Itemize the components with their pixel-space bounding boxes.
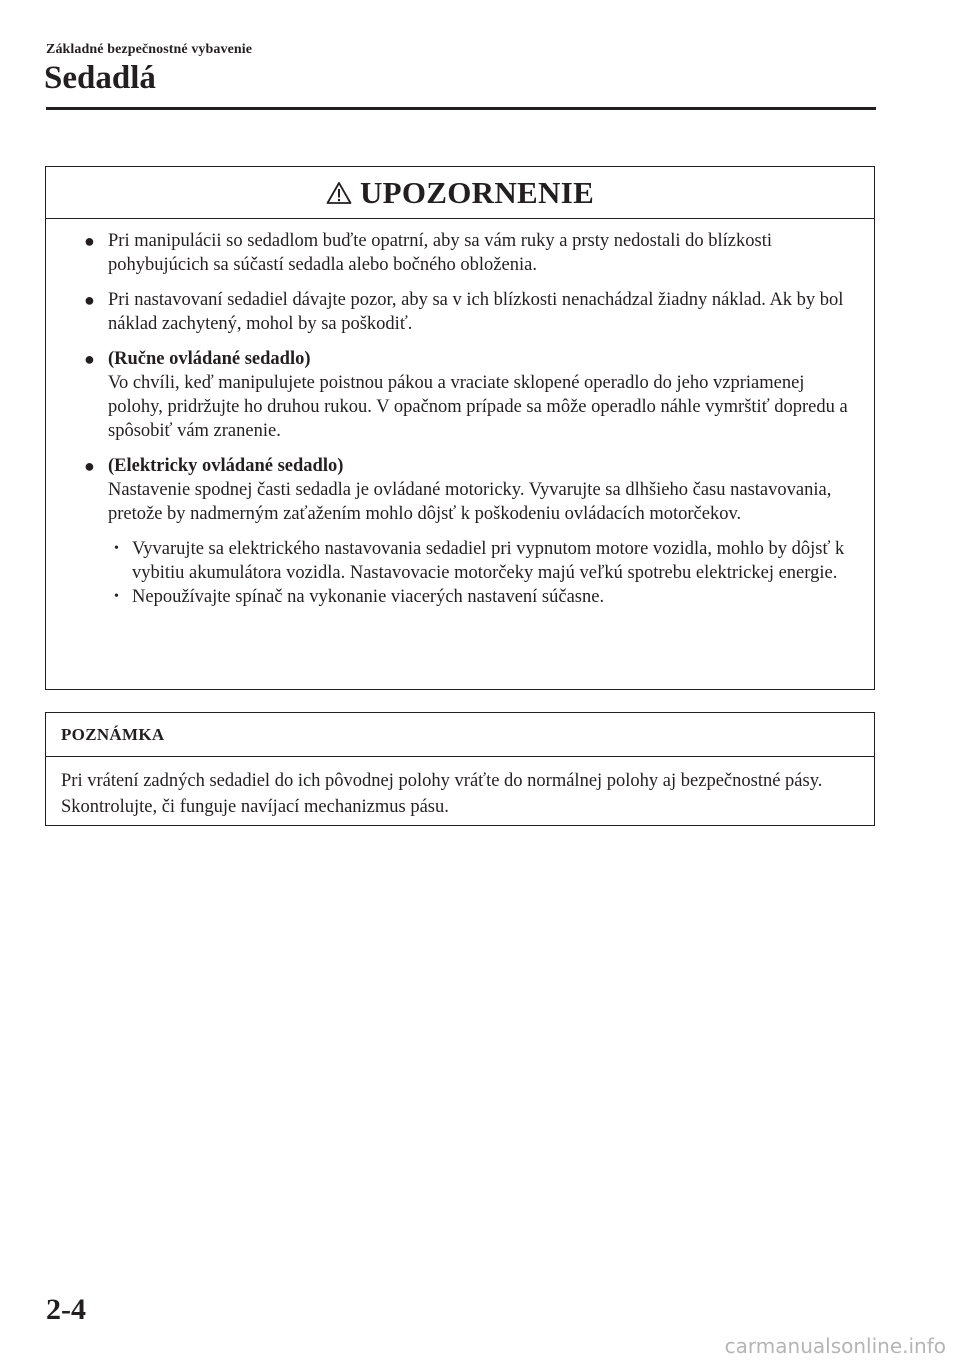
caution-subitem-text: Nepoužívajte spínač na vykonanie viacerých nastavení súčasne. [132, 587, 605, 607]
caution-item-heading: (Ručne ovládané sedadlo) [108, 349, 311, 369]
caution-item-heading: (Elektricky ovládané sedadlo) [108, 456, 344, 476]
note-box [45, 712, 875, 826]
caution-subitem-text: Vyvarujte sa elektrického nastavovania sedadiel pri vypnutom motore vozidla, mohlo by dôjsť k vybitiu akumulátora vozidla. Nastavovacie motorčeky majú veľkú spotrebu elektrickej energie. [132, 539, 845, 583]
caution-subitem [108, 537, 854, 585]
warning-triangle-icon [326, 181, 352, 205]
caution-subitems [84, 537, 854, 609]
sub-bullet-icon: • [114, 589, 119, 604]
caution-item-text: Pri manipulácii so sedadlom buďte opatrní, aby sa vám ruky a prsty nedostali do blízkosti pohybujúcich sa súčastí sedadla alebo bočného obloženia. [108, 231, 772, 275]
watermark: carmanualsonline.info [724, 1334, 946, 1358]
caution-title: UPOZORNENIE [359, 174, 595, 210]
caution-item [84, 454, 854, 526]
caution-item-text: Pri nastavovaní sedadiel dávajte pozor, aby sa v ich blízkosti nenachádzal žiadny náklad. Ak by bol náklad zachytený, mohol by sa poškodiť. [108, 290, 844, 334]
section-label: Základné bezpečnostné vybavenie [46, 42, 253, 57]
caution-subitem [108, 585, 854, 609]
note-text: Pri vrátení zadných sedadiel do ich pôvodnej polohy vráťte do normálnej polohy aj bezpečnostné pásy. Skontrolujte, či funguje navíjací mechanizmus pásu. [61, 771, 823, 817]
bullet-icon: ● [84, 290, 95, 310]
caution-item-text: Vo chvíli, keď manipulujete poistnou pákou a vraciate sklopené operadlo do jeho vzpriamenej polohy, pridržujte ho druhou rukou. V opačnom prípade sa môže operadlo náhle vymrštiť dopredu a spôsobiť vám zranenie. [108, 373, 848, 441]
bullet-icon: ● [84, 456, 95, 476]
page-title: Sedadlá [44, 60, 156, 96]
caution-content [46, 219, 874, 609]
sub-bullet-icon: • [114, 541, 119, 556]
caution-item [84, 229, 854, 277]
caution-item [84, 288, 854, 336]
caution-item [84, 347, 854, 443]
header-divider [46, 107, 876, 110]
caution-box [45, 166, 875, 690]
page-number: 2-4 [46, 1293, 86, 1326]
bullet-icon: ● [84, 349, 95, 369]
bullet-icon: ● [84, 231, 95, 251]
caution-item-text: Nastavenie spodnej časti sedadla je ovládané motoricky. Vyvarujte sa dlhšieho času nastavovania, pretože by nadmerným zaťažením mohlo dôjsť k poškodeniu ovládacích motorčekov. [108, 480, 832, 524]
caution-header [46, 167, 874, 219]
note-title: POZNÁMKA [46, 713, 874, 757]
